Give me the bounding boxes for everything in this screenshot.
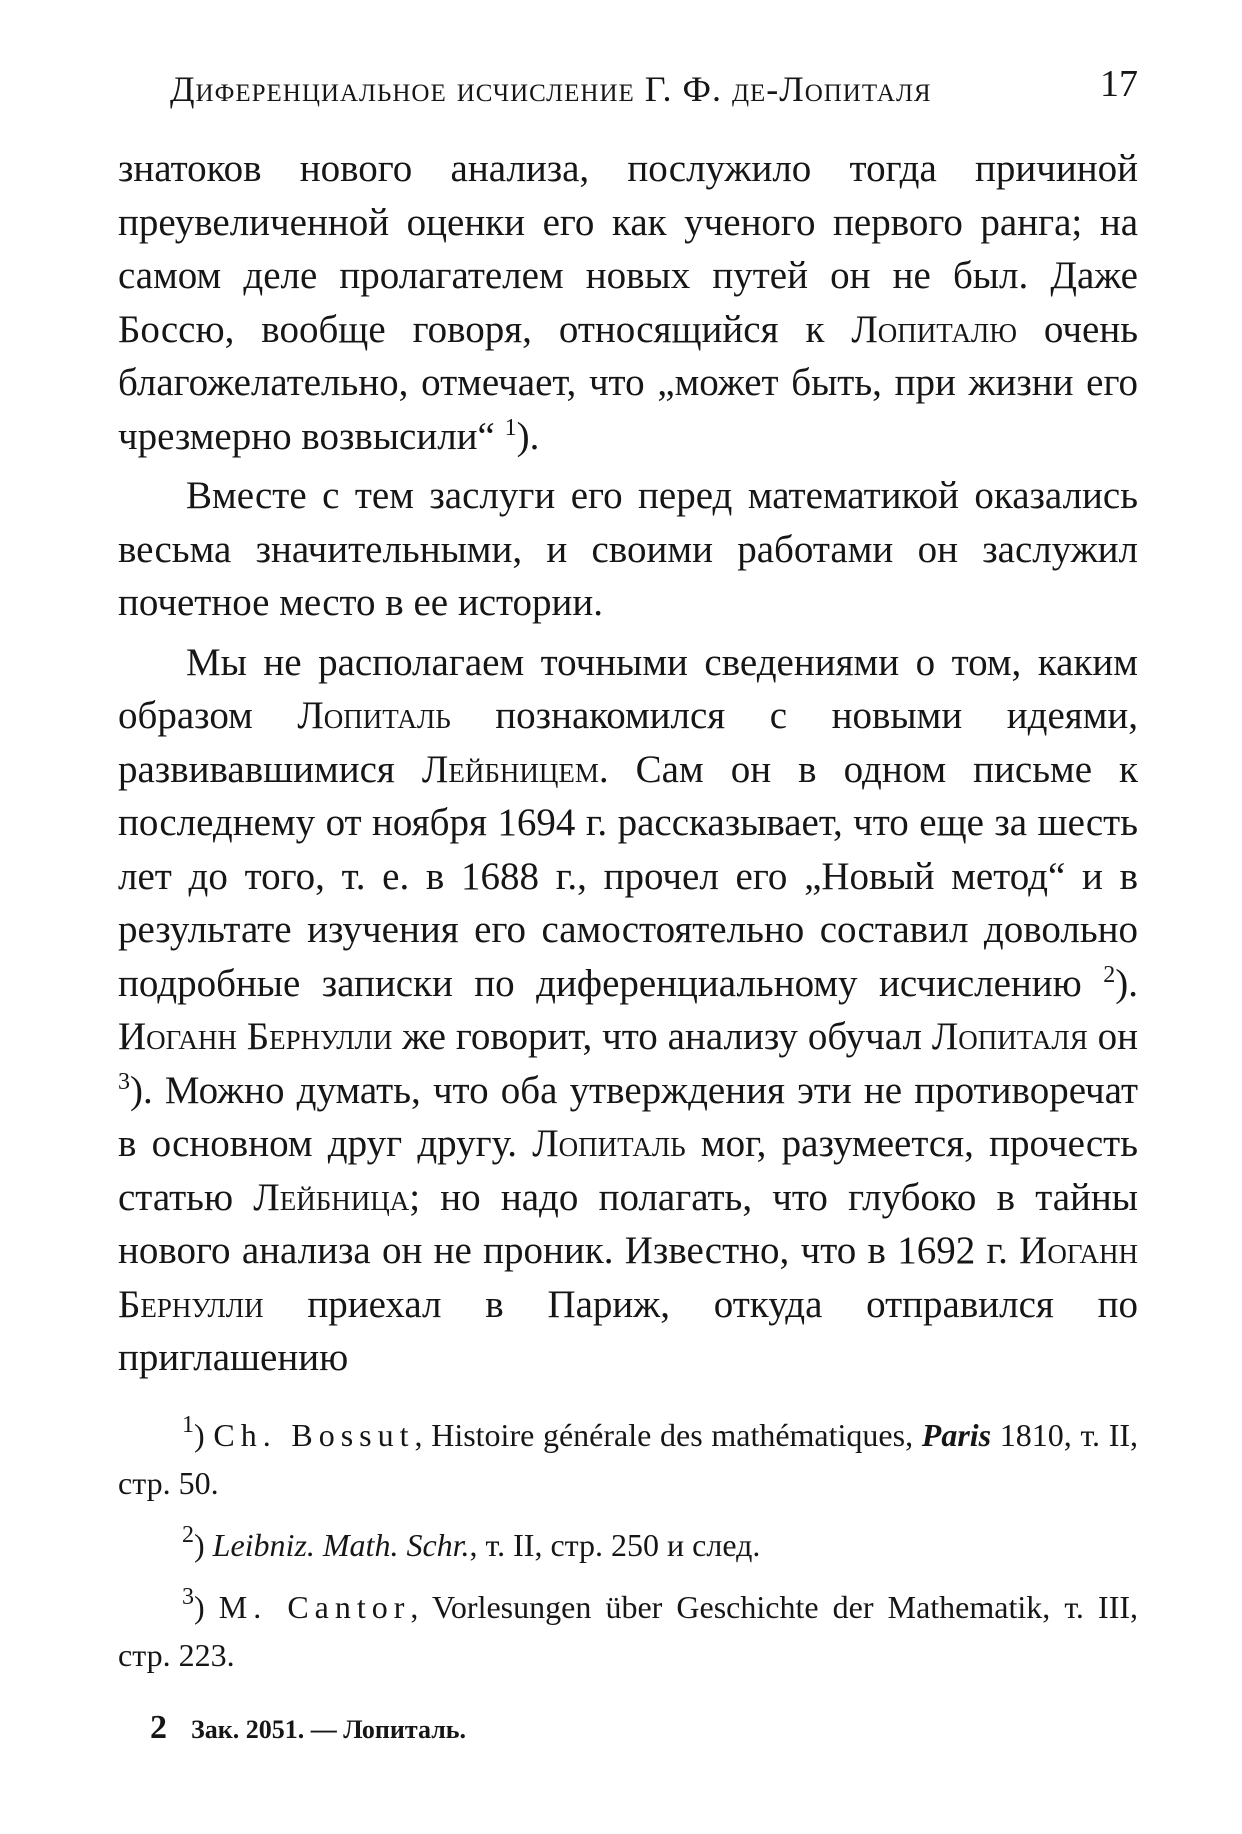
name-lopital: Лопиталь bbox=[532, 1122, 686, 1165]
footnote-ref-3: 3 bbox=[118, 1068, 130, 1095]
paragraph-3-text: познакомился с новыми идеями, развивавшимися bbox=[118, 694, 1138, 791]
footnote-2-details: , т. II, стр. 250 и след. bbox=[469, 1526, 761, 1563]
body-text bbox=[118, 142, 1138, 1385]
paragraph-1-text: очень благожелательно, отмечает, что „может быть, при жизни его чрезмерно возвысили“ bbox=[118, 307, 1139, 458]
paragraph-3-text: мог, разумеется, прочесть статью bbox=[118, 1122, 1138, 1219]
running-head bbox=[118, 60, 1138, 120]
footnote-mark-paren: ) bbox=[194, 1526, 205, 1563]
name-leibniz: Лейбницем bbox=[421, 747, 599, 791]
signature-mark: 2 bbox=[150, 1708, 167, 1746]
printer-imprint bbox=[150, 1709, 1138, 1747]
footnote-3-author: M. Cantor bbox=[218, 1588, 411, 1625]
footnote-1-place: Paris bbox=[921, 1416, 992, 1453]
footnote-mark-3: 3 bbox=[182, 1583, 194, 1610]
paragraph-3-text: ). Можно думать, что оба утверждения эти не противоречат в основном друг другу. bbox=[118, 1068, 1138, 1165]
footnote-ref-2: 2 bbox=[1103, 961, 1116, 988]
footnote-mark-paren: ) bbox=[194, 1416, 205, 1453]
imprint-text: Зак. 2051. — Лопиталь. bbox=[191, 1714, 467, 1744]
paragraph-3-text: приехал в Париж, откуда отправился по приглашению bbox=[118, 1282, 1138, 1379]
name-lopital: Лопиталю bbox=[851, 307, 1017, 351]
running-title: Диференциальное исчисление Г. Ф. де-Лопиталя bbox=[170, 69, 932, 109]
name-leibniz: Лейбница bbox=[253, 1175, 410, 1219]
paragraph-3 bbox=[118, 636, 1138, 1385]
paragraph-3-text: он bbox=[1087, 1015, 1138, 1058]
paragraph-3-text: . Сам он в одном письме к последнему от ноября 1694 г. рассказывает, что еще за шесть лет до того, т. е. в 1688 г., прочел его „Новый метод“ и в результате изучения его самостоятельно составил довольно подробные записки по диференциальному исчислению bbox=[118, 747, 1139, 1005]
paragraph-1-text: ). bbox=[516, 414, 540, 458]
footnote-1-separator: , bbox=[414, 1416, 432, 1453]
footnote-mark-2: 2 bbox=[182, 1521, 194, 1548]
page-number: 17 bbox=[1100, 63, 1138, 105]
footnote-1 bbox=[118, 1411, 1138, 1507]
footnote-mark-1: 1 bbox=[182, 1411, 194, 1438]
name-lopital: Лопиталя bbox=[931, 1015, 1088, 1058]
paragraph-1 bbox=[118, 142, 1138, 463]
footnote-2-source: Leibniz. Math. Schr. bbox=[212, 1526, 470, 1563]
footnote-1-author: Ch. Bossut bbox=[213, 1416, 415, 1453]
footnotes bbox=[118, 1411, 1138, 1679]
name-bernoulli: Иоганн Бернулли bbox=[118, 1015, 393, 1058]
footnote-3-details: , Vorlesungen über Geschichte der Mathematik, т. III, стр. 223. bbox=[118, 1588, 1139, 1673]
footnote-1-details: 1810, т. II, стр. 50. bbox=[118, 1416, 1139, 1501]
name-bernoulli: Иоганн Бернулли bbox=[118, 1229, 1138, 1326]
paragraph-3-text: Мы не располагаем точными сведениями о том, каким образом bbox=[118, 640, 1138, 737]
paragraph-3-text: же говорит, что анализу обучал bbox=[392, 1015, 932, 1058]
paragraph-3-text: ; но надо полагать, что глубоко в тайны нового анализа он не проник. Известно, что в 1692 г. bbox=[118, 1175, 1138, 1272]
footnote-ref-1: 1 bbox=[504, 414, 517, 441]
footnote-3 bbox=[118, 1583, 1138, 1679]
paragraph-2: Вместе с тем заслуги его перед математикой оказались весьма значительными, и своими работами он заслужил почетное место в ее истории. bbox=[118, 474, 1138, 624]
name-lopital: Лопиталь bbox=[297, 694, 451, 737]
footnote-mark-paren: ) bbox=[194, 1588, 205, 1625]
paragraph-3-text: ). bbox=[1115, 961, 1138, 1005]
book-page bbox=[118, 60, 1138, 1747]
paragraph-1-text: знатоков нового анализа, послужило тогда причиной преувеличенной оценки его как ученого первого ранга; на самом деле пролагателем новых путей он не был. Даже Боссю, вообще говоря, относящийся к bbox=[118, 147, 1138, 351]
footnote-1-title: Histoire générale des mathématiques bbox=[431, 1416, 906, 1453]
footnote-2 bbox=[118, 1521, 1138, 1569]
footnote-1-separator: , bbox=[905, 1416, 922, 1453]
